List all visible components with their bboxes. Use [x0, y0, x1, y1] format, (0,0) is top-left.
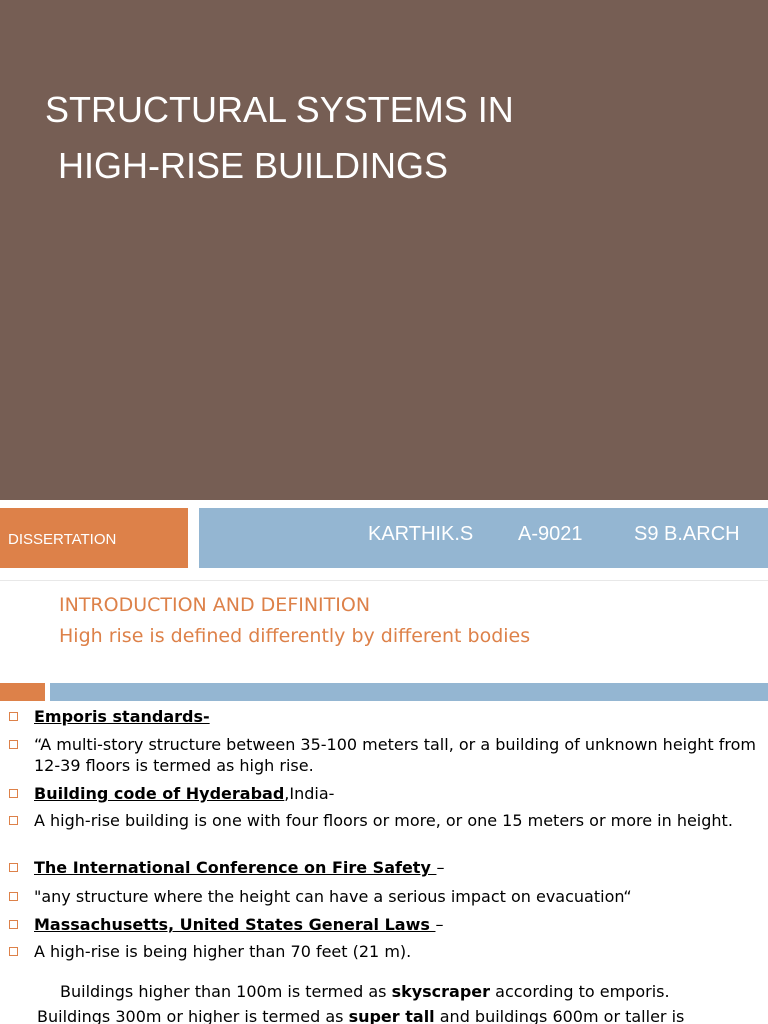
item-text: A high-rise is being higher than 70 feet (21 m).	[34, 942, 412, 961]
dissertation-label: DISSERTATION	[8, 531, 117, 548]
item-text: ,India-	[284, 784, 335, 803]
footer-line-1	[60, 981, 670, 1002]
hollow-square-bullet-icon	[9, 712, 18, 721]
list-item	[34, 914, 762, 935]
item-lead: Massachusetts, United States General Laws	[34, 915, 436, 934]
list-item	[34, 941, 762, 962]
title-background	[0, 0, 768, 500]
item-lead: Building code of Hyderabad	[34, 784, 285, 803]
list-item	[34, 783, 762, 804]
author-class: S9 B.ARCH	[634, 523, 740, 545]
accent-band-orange	[0, 683, 45, 701]
item-text: –	[436, 858, 445, 877]
footer-text: according to emporis.	[490, 982, 670, 1001]
list-item	[34, 706, 762, 727]
section-heading: INTRODUCTION AND DEFINITION	[59, 594, 371, 616]
hollow-square-bullet-icon	[9, 816, 18, 825]
list-item	[34, 810, 762, 831]
list-item	[34, 886, 762, 907]
list-item	[34, 734, 762, 776]
section-subheading: High rise is defined differently by different bodies	[59, 625, 531, 647]
footer-text: Buildings higher than 100m is termed as	[60, 982, 392, 1001]
slide-title-line1: STRUCTURAL SYSTEMS IN	[45, 89, 514, 130]
hollow-square-bullet-icon	[9, 863, 18, 872]
hollow-square-bullet-icon	[9, 740, 18, 749]
footer-text: and buildings 600m or taller is	[434, 1007, 685, 1024]
author-name: KARTHIK.S	[368, 523, 474, 545]
hollow-square-bullet-icon	[9, 920, 18, 929]
item-lead: Emporis standards-	[34, 707, 210, 726]
list-item	[34, 857, 762, 878]
footer-text: Buildings 300m or higher is termed as	[37, 1007, 349, 1024]
item-text: –	[435, 915, 444, 934]
footer-term-super-tall: super tall	[348, 1007, 435, 1024]
slide-title-line2: HIGH-RISE BUILDINGS	[58, 145, 449, 186]
item-lead: The International Conference on Fire Safety	[34, 858, 437, 877]
hollow-square-bullet-icon	[9, 789, 18, 798]
slide-divider	[0, 580, 768, 581]
item-text: “A multi-story structure between 35-100 meters tall, or a building of unknown height from 12-39 floors is termed as high rise.	[34, 735, 756, 775]
hollow-square-bullet-icon	[9, 892, 18, 901]
footer-term-skyscraper: skyscraper	[391, 982, 491, 1001]
hollow-square-bullet-icon	[9, 947, 18, 956]
accent-band-blue	[50, 683, 768, 701]
item-text: "any structure where the height can have a serious impact on evacuation“	[34, 887, 632, 906]
item-text: A high-rise building is one with four floors or more, or one 15 meters or more in height.	[34, 811, 733, 830]
author-id: A-9021	[518, 523, 583, 545]
footer-line-2	[37, 1006, 684, 1024]
